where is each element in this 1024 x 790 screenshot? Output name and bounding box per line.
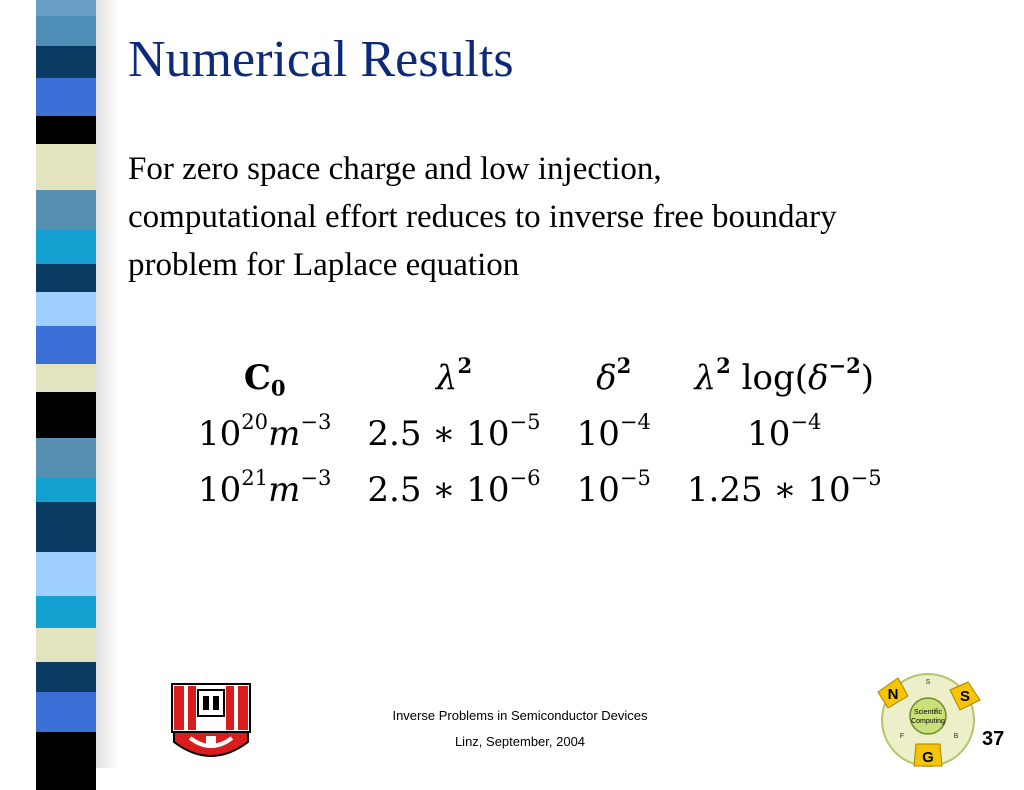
table-row bbox=[180, 406, 900, 462]
header-lambda2-log: $\lambda^2$ $\log(\delta^{-2})$ bbox=[694, 353, 875, 398]
svg-text:N: N bbox=[887, 686, 899, 703]
svg-text:Computing: Computing bbox=[911, 718, 945, 725]
cell-lambda2-log: 1.25 ∗ $10^{-5}$ bbox=[686, 465, 882, 510]
slide-body-text bbox=[128, 145, 998, 289]
cell-lambda2: 2.5 ∗ $10^{-6}$ bbox=[367, 465, 541, 510]
cell-lambda2: 2.5 ∗ $10^{-5}$ bbox=[367, 409, 541, 454]
cell-delta2: $10^{-4}$ bbox=[576, 409, 651, 454]
page-number: 37 bbox=[982, 728, 1005, 750]
table-row bbox=[180, 462, 900, 518]
svg-text:S: S bbox=[959, 688, 971, 705]
cell-c0: $10^{20}m^{-3}$ bbox=[198, 409, 332, 454]
cell-c0: $10^{21}m^{-3}$ bbox=[198, 465, 332, 510]
table-header-row bbox=[180, 350, 900, 406]
header-delta2: $\delta^2$ bbox=[596, 353, 632, 398]
header-c0: $C_0$ bbox=[243, 358, 286, 401]
svg-text:Scientific: Scientific bbox=[913, 709, 943, 716]
footer-title: Inverse Problems in Semiconductor Devices bbox=[392, 708, 648, 723]
body-line-3: problem for Laplace equation bbox=[128, 247, 520, 283]
cell-lambda2-log: $10^{-4}$ bbox=[747, 409, 822, 454]
footer-date: Linz, September, 2004 bbox=[454, 734, 586, 749]
results-table bbox=[180, 350, 900, 518]
svg-text:S: S bbox=[925, 679, 931, 686]
cell-delta2: $10^{-5}$ bbox=[576, 465, 651, 510]
svg-text:B: B bbox=[953, 733, 959, 740]
body-line-2: computational effort reduces to inverse free boundary bbox=[128, 199, 837, 235]
svg-text:F: F bbox=[899, 733, 905, 740]
slide-title: Numerical Results bbox=[128, 31, 514, 88]
body-line-1: For zero space charge and low injection, bbox=[128, 151, 662, 187]
decorative-stripe bbox=[36, 0, 96, 768]
nsg-scientific-computing-logo-icon bbox=[872, 668, 984, 768]
header-lambda2: $\lambda^2$ bbox=[435, 353, 473, 398]
svg-text:G: G bbox=[922, 749, 934, 766]
